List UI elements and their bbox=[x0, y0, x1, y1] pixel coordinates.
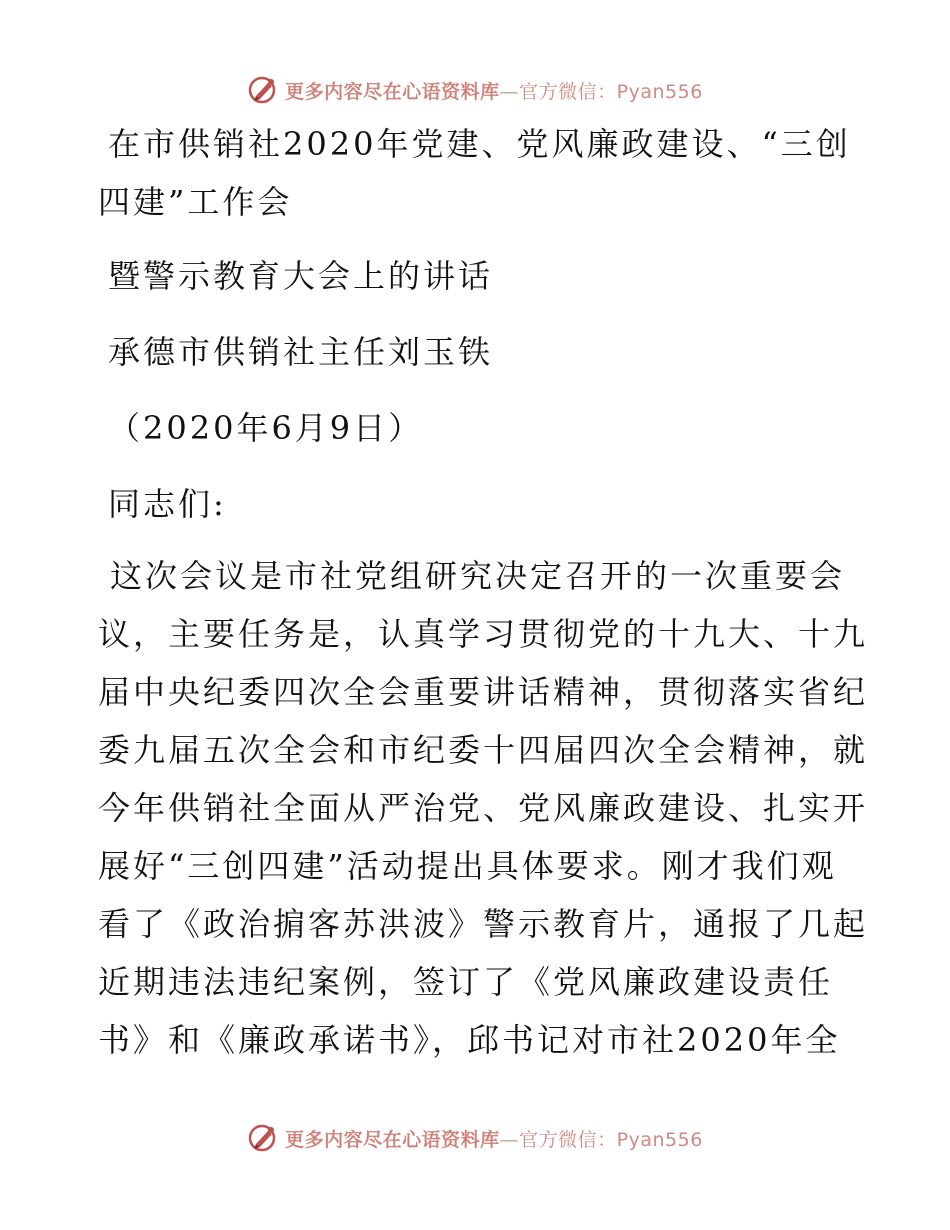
pen-logo-icon bbox=[247, 74, 279, 106]
watermark-dash: — bbox=[499, 80, 520, 103]
date-line: （2020年6月9日） bbox=[108, 409, 424, 447]
pen-logo-icon bbox=[247, 1122, 279, 1154]
watermark-wechat-text: 官方微信：Pyan556 bbox=[519, 1128, 703, 1151]
body-line: 届中央纪委四次全会重要讲话精神，贯彻落实省纪 bbox=[98, 673, 869, 711]
body-line: 书》和《廉政承诺书》，邱书记对市社2020年全 bbox=[98, 1021, 841, 1059]
body-line: 今年供销社全面从严治党、党风廉政建设、扎实开 bbox=[98, 789, 869, 827]
body-paragraph bbox=[98, 557, 869, 1080]
footer-watermark-banner bbox=[0, 1118, 950, 1158]
watermark-wechat-text: 官方微信：Pyan556 bbox=[519, 80, 703, 103]
watermark-text bbox=[285, 1125, 703, 1152]
title-line-3: 暨警示教育大会上的讲话 bbox=[108, 257, 494, 295]
header-watermark-banner bbox=[0, 70, 950, 110]
speaker-line: 承德市供销社主任刘玉铁 bbox=[108, 333, 494, 371]
watermark-main-text: 更多内容尽在心语资料库 bbox=[285, 80, 500, 103]
title-line-2: 四建”工作会 bbox=[98, 183, 293, 221]
body-line: 展好“三创四建”活动提出具体要求。刚才我们观 bbox=[98, 847, 837, 885]
salutation-line: 同志们: bbox=[108, 485, 227, 523]
body-line: 委九届五次全会和市纪委十四届四次全会精神，就 bbox=[98, 731, 869, 769]
watermark-main-text: 更多内容尽在心语资料库 bbox=[285, 1128, 500, 1151]
body-line: 这次会议是市社党组研究决定召开的一次重要会 bbox=[110, 557, 846, 595]
title-line-1: 在市供销社2020年党建、党风廉政建设、“三创 bbox=[108, 125, 851, 163]
watermark-dash: — bbox=[499, 1128, 520, 1151]
body-line: 议，主要任务是，认真学习贯彻党的十九大、十九 bbox=[98, 615, 869, 653]
watermark-text bbox=[285, 77, 703, 104]
body-line: 看了《政治掮客苏洪波》警示教育片，通报了几起 bbox=[98, 905, 869, 943]
body-line: 近期违法违纪案例，签订了《党风廉政建设责任 bbox=[98, 963, 834, 1001]
